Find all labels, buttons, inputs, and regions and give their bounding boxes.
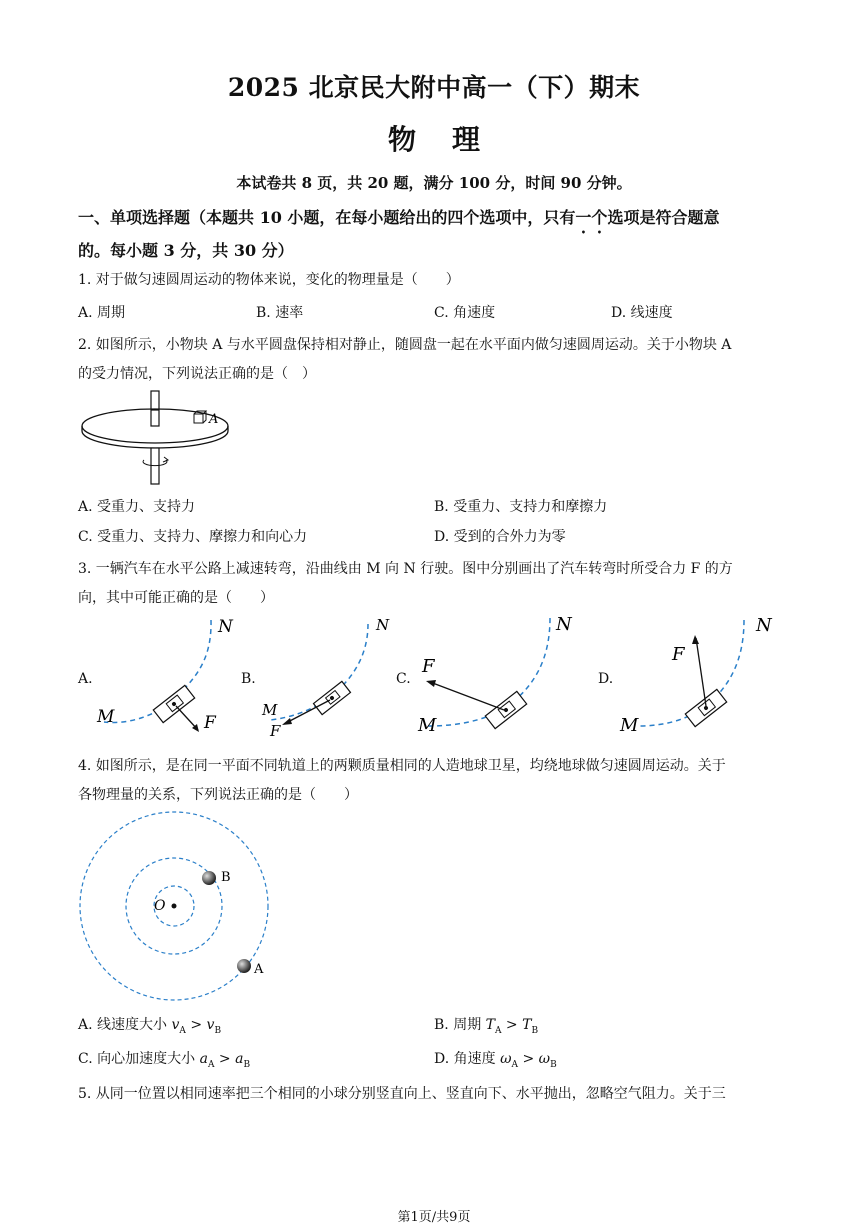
q3-option-b[interactable]: B. bbox=[241, 671, 256, 687]
svg-text:M: M bbox=[620, 715, 639, 736]
q2-option-b[interactable]: B. 受重力、支持力和摩擦力 bbox=[434, 499, 608, 515]
exam-intro: 本试卷共 8 页，共 20 题，满分 100 分，时间 90 分钟。 bbox=[236, 174, 632, 192]
satellite-b bbox=[202, 871, 216, 885]
q4-option-c[interactable]: C. 向心加速度大小 $a_A > a_B$ bbox=[78, 1051, 251, 1070]
svg-text:M: M bbox=[418, 715, 437, 736]
q2-option-a[interactable]: A. 受重力、支持力 bbox=[78, 499, 196, 515]
q2-option-c[interactable]: C. 受重力、支持力、摩擦力和向心力 bbox=[78, 529, 308, 545]
svg-text:F: F bbox=[270, 722, 281, 740]
svg-text:M: M bbox=[97, 707, 115, 727]
q3-figure-a bbox=[94, 612, 244, 742]
block-label: A bbox=[209, 412, 219, 427]
q4-option-a[interactable]: A. 线速度大小 $v_A > v_B$ bbox=[78, 1017, 222, 1036]
svg-text:F: F bbox=[204, 713, 216, 733]
section-heading-text: 一、单项选择题（本题共 10 小题，在每小题给出的四个选项中，只有 bbox=[78, 208, 576, 227]
svg-text:F: F bbox=[672, 644, 685, 665]
exam-title: 2025 北京民大附中高一（下）期末 bbox=[227, 73, 641, 102]
page-footer: 第1页/共9页 bbox=[397, 1210, 471, 1225]
emphasis-text: 一个 bbox=[575, 208, 608, 227]
q4-stem-line1: 4. 如图所示，是在同一平面不同轨道上的两颗质量相同的人造地球卫星，均绕地球做匀速圆周运动。关于 bbox=[78, 758, 726, 774]
q2-stem-line2: 的受力情况，下列说法正确的是（ ） bbox=[78, 366, 316, 382]
section-heading-line1 bbox=[78, 205, 719, 237]
q3-option-d[interactable]: D. bbox=[598, 671, 614, 687]
q5-stem-line1: 5. 从同一位置以相同速率把三个相同的小球分别竖直向上、竖直向下、水平抛出，忽略空气阻力。关于三 bbox=[78, 1086, 726, 1102]
satellite-a bbox=[237, 959, 251, 973]
q1-option-d[interactable]: D. 线速度 bbox=[611, 305, 673, 321]
q4-stem-line2: 各物理量的关系，下列说法正确的是（ ） bbox=[78, 787, 358, 803]
subject-title: 物理 bbox=[387, 123, 516, 156]
q3-option-c[interactable]: C. bbox=[396, 671, 411, 687]
q3-stem-line2: 向，其中可能正确的是（ ） bbox=[78, 590, 274, 606]
q1-stem: 1. 对于做匀速圆周运动的物体来说，变化的物理量是（ ） bbox=[78, 272, 460, 288]
satellite-b-label: B bbox=[221, 870, 231, 885]
q1-option-b[interactable]: B. 速率 bbox=[256, 305, 304, 321]
svg-text:N: N bbox=[218, 617, 233, 637]
svg-text:F: F bbox=[422, 656, 435, 677]
q1-option-a[interactable]: A. 周期 bbox=[78, 305, 126, 321]
svg-text:N: N bbox=[756, 615, 772, 636]
orbit-figure bbox=[78, 810, 278, 1006]
q2-stem-line1: 2. 如图所示，小物块 A 与水平圆盘保持相对静止，随圆盘一起在水平面内做匀速圆周运动。关于小物块 A bbox=[78, 337, 732, 353]
q4-option-b[interactable]: B. 周期 $T_A > T_B$ bbox=[434, 1017, 539, 1036]
q1-option-c[interactable]: C. 角速度 bbox=[434, 305, 496, 321]
svg-text:N: N bbox=[376, 616, 390, 634]
section-heading-line2: 的。每小题 3 分，共 30 分） bbox=[78, 241, 294, 260]
q3-figure-d bbox=[618, 610, 788, 740]
q3-figure-c bbox=[412, 610, 597, 740]
center-label: O bbox=[154, 898, 166, 914]
svg-text:N: N bbox=[556, 614, 572, 635]
q2-option-d[interactable]: D. 受到的合外力为零 bbox=[434, 529, 566, 545]
satellite-a-label: A bbox=[254, 962, 264, 977]
q4-option-d[interactable]: D. 角速度 $\omega_A > \omega_B$ bbox=[434, 1051, 557, 1070]
turntable-figure bbox=[76, 386, 236, 488]
svg-text:M: M bbox=[262, 701, 278, 719]
section-heading-text-end: 选项是符合题意 bbox=[607, 208, 720, 227]
q3-option-a[interactable]: A. bbox=[78, 671, 93, 687]
earth-center-dot bbox=[172, 904, 177, 909]
q3-stem-line1: 3. 一辆汽车在水平公路上减速转弯，沿曲线由 M 向 N 行驶。图中分别画出了汽车转弯时所受合力 F 的方 bbox=[78, 561, 733, 577]
q3-figure-b bbox=[256, 612, 396, 742]
